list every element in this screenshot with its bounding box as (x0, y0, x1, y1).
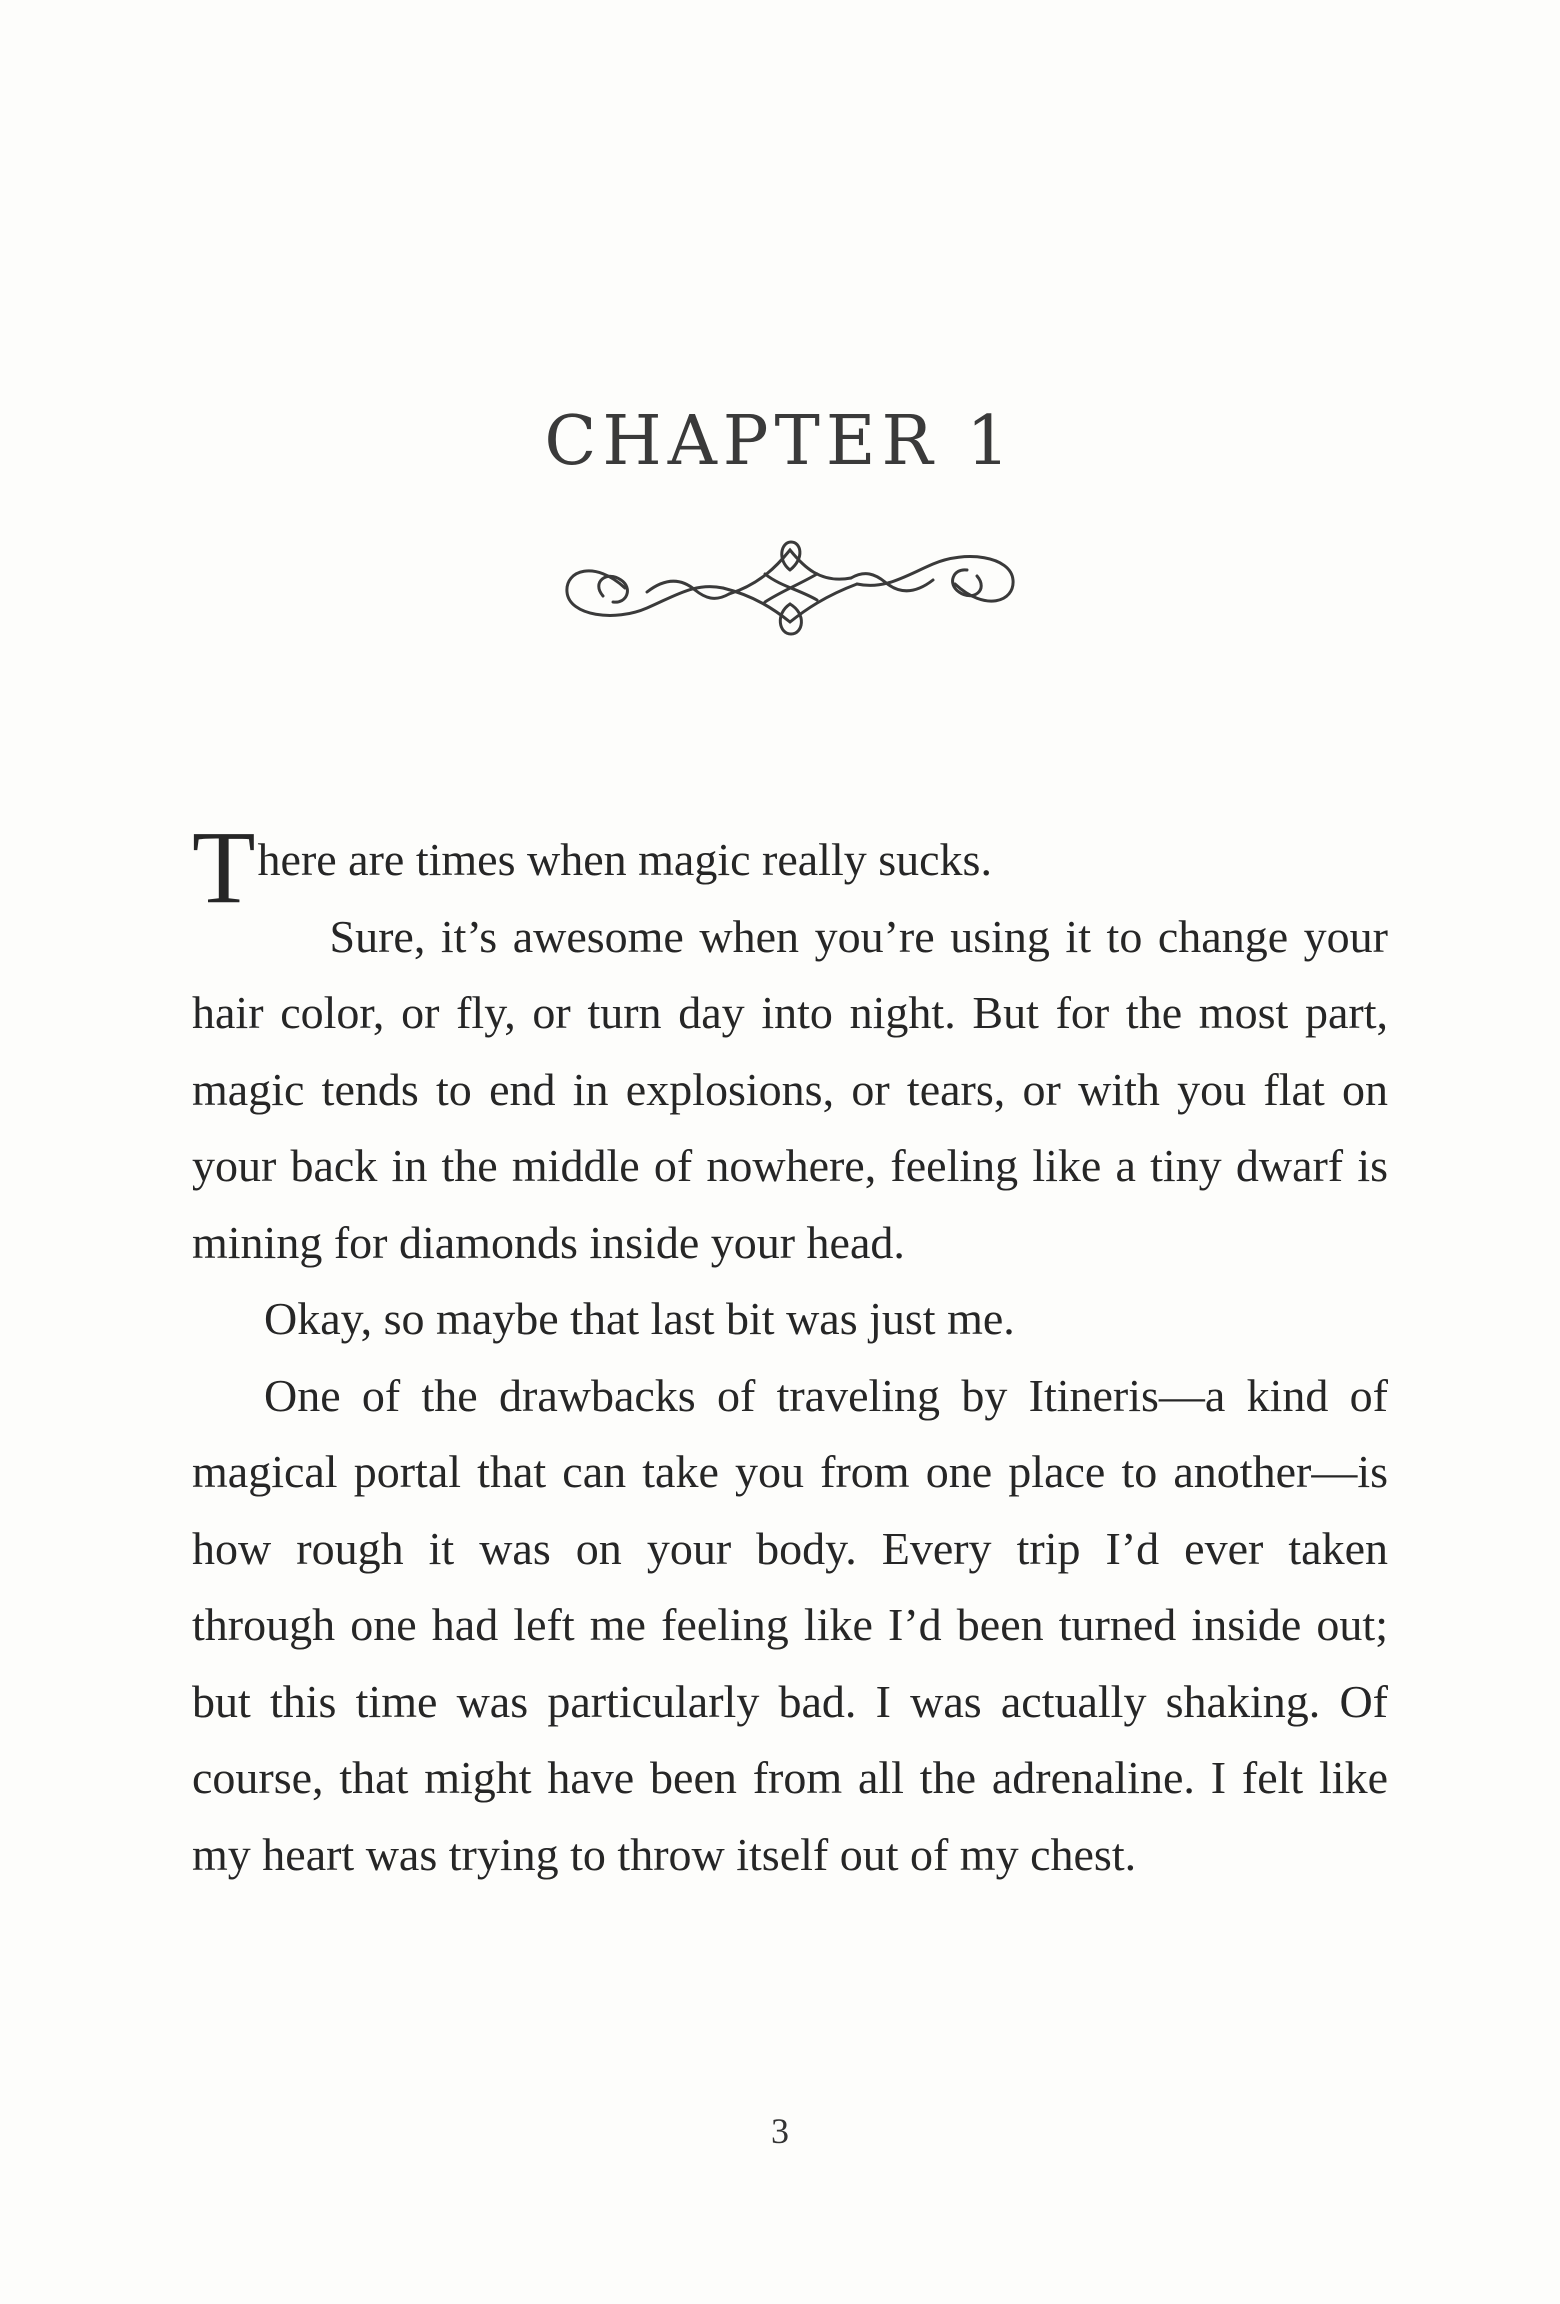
page-number: 3 (771, 2111, 789, 2151)
paragraph-text: here are times when magic really sucks. (257, 834, 992, 885)
flourish-ornament-icon (555, 530, 1025, 640)
paragraph: Okay, so maybe that last bit was just me. (264, 1293, 1015, 1344)
opening-paragraph (192, 810, 1388, 925)
chapter-body-text (192, 810, 1388, 1893)
chapter-heading: CHAPTER 1 (544, 402, 1016, 481)
paragraph: Sure, it’s awesome when you’re using it to change your hair color, or fly, or turn day into night. But for the most part, magic tends to end in explosions, or tears, or with you flat on your back in the middle of nowhere, feeling like a tiny dwarf is mining for diamonds inside your head. (192, 910, 1388, 1268)
paragraph: One of the drawbacks of traveling by Itineris—a kind of magical portal that can take you from one place to another—is how rough it was on your body. Every trip I’d ever taken through one had left me feeling like I’d been turned inside out; but this time was particularly bad. I was actually shaking. Of course, that might have been from all the adrenaline. I felt like my heart was trying to throw itself out of my chest. (192, 1369, 1388, 1880)
drop-cap-letter: T (192, 810, 256, 925)
